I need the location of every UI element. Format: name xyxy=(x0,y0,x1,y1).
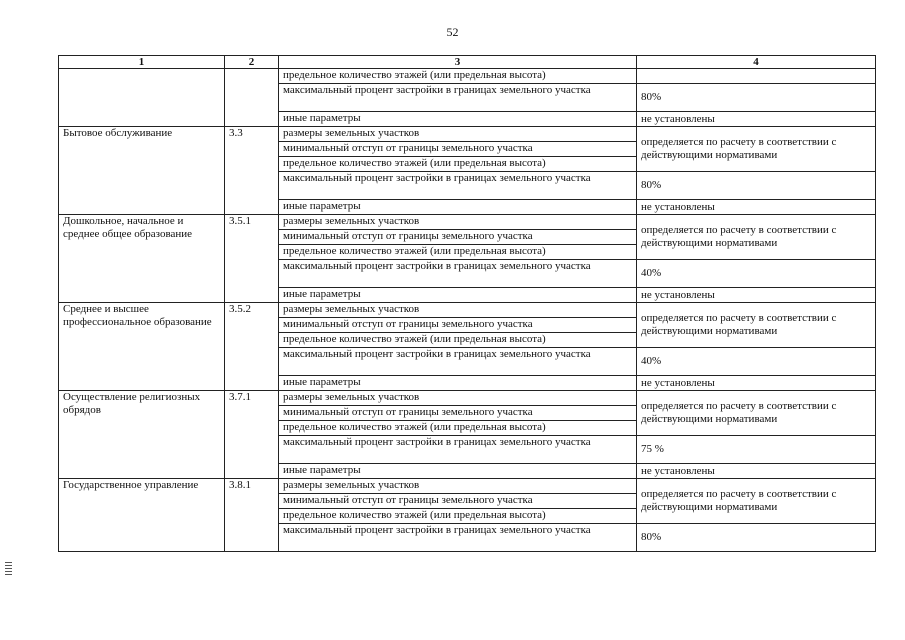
parameter-name: размеры земельных участков xyxy=(279,391,637,406)
parameter-value: 80% xyxy=(637,172,876,200)
parameter-name: максимальный процент застройки в границах земельного участка xyxy=(279,348,637,376)
land-use-name: Бытовое обслуживание xyxy=(59,127,225,215)
parameter-name: размеры земельных участков xyxy=(279,127,637,142)
land-use-code: 3.5.2 xyxy=(225,303,279,391)
parameter-value: определяется по расчету в соответствии с действующими нормативами xyxy=(637,303,876,348)
page-number: 52 xyxy=(446,25,459,39)
parameter-name: иные параметры xyxy=(279,112,637,127)
parameter-value: не установлены xyxy=(637,464,876,479)
land-use-name: Среднее и высшее профессиональное образование xyxy=(59,303,225,391)
land-use-code: 3.8.1 xyxy=(225,479,279,552)
parameter-name: минимальный отступ от границы земельного участка xyxy=(279,494,637,509)
parameter-value: не установлены xyxy=(637,200,876,215)
parameter-name: предельное количество этажей (или предельная высота) xyxy=(279,509,637,524)
parameter-name: минимальный отступ от границы земельного участка xyxy=(279,406,637,421)
parameter-name: предельное количество этажей (или предельная высота) xyxy=(279,333,637,348)
land-use-name: Осуществление религиозных обрядов xyxy=(59,391,225,479)
parameter-name: предельное количество этажей (или предельная высота) xyxy=(279,157,637,172)
header-col-1: 1 xyxy=(59,56,225,69)
header-row xyxy=(59,56,876,69)
parameter-value: не установлены xyxy=(637,376,876,391)
parameter-name: иные параметры xyxy=(279,288,637,303)
parameter-name: предельное количество этажей (или предельная высота) xyxy=(279,69,637,84)
land-use-code: 3.3 xyxy=(225,127,279,215)
parameter-name: размеры земельных участков xyxy=(279,303,637,318)
parameter-value: определяется по расчету в соответствии с действующими нормативами xyxy=(637,391,876,436)
parameter-value: определяется по расчету в соответствии с действующими нормативами xyxy=(637,479,876,524)
margin-mark xyxy=(5,562,12,577)
parameter-name: иные параметры xyxy=(279,200,637,215)
parameter-name: размеры земельных участков xyxy=(279,479,637,494)
parameter-value: 80% xyxy=(637,524,876,552)
table-row xyxy=(59,69,876,84)
parameter-value: определяется по расчету в соответствии с действующими нормативами xyxy=(637,127,876,172)
parameter-name: максимальный процент застройки в границах земельного участка xyxy=(279,84,637,112)
parameter-name: иные параметры xyxy=(279,464,637,479)
land-use-name xyxy=(59,69,225,127)
table-row xyxy=(59,479,876,494)
table-row xyxy=(59,127,876,142)
parameter-name: размеры земельных участков xyxy=(279,215,637,230)
zoning-parameters-table xyxy=(58,55,876,552)
table-row xyxy=(59,303,876,318)
land-use-code: 3.5.1 xyxy=(225,215,279,303)
parameter-name: максимальный процент застройки в границах земельного участка xyxy=(279,172,637,200)
parameter-value: определяется по расчету в соответствии с действующими нормативами xyxy=(637,215,876,260)
parameter-value: 40% xyxy=(637,348,876,376)
land-use-name: Дошкольное, начальное и среднее общее образование xyxy=(59,215,225,303)
parameter-name: минимальный отступ от границы земельного участка xyxy=(279,230,637,245)
parameter-value xyxy=(637,69,876,84)
parameter-value: 40% xyxy=(637,260,876,288)
parameter-value: не установлены xyxy=(637,112,876,127)
table-row xyxy=(59,391,876,406)
parameter-name: предельное количество этажей (или предельная высота) xyxy=(279,421,637,436)
parameter-name: максимальный процент застройки в границах земельного участка xyxy=(279,260,637,288)
parameter-name: максимальный процент застройки в границах земельного участка xyxy=(279,436,637,464)
header-col-4: 4 xyxy=(637,56,876,69)
land-use-code xyxy=(225,69,279,127)
land-use-name: Государственное управление xyxy=(59,479,225,552)
header-col-3: 3 xyxy=(279,56,637,69)
parameter-name: предельное количество этажей (или предельная высота) xyxy=(279,245,637,260)
parameter-value: не установлены xyxy=(637,288,876,303)
header-col-2: 2 xyxy=(225,56,279,69)
table-body xyxy=(59,69,876,552)
table-row xyxy=(59,215,876,230)
parameter-name: минимальный отступ от границы земельного участка xyxy=(279,142,637,157)
parameter-name: иные параметры xyxy=(279,376,637,391)
land-use-code: 3.7.1 xyxy=(225,391,279,479)
parameter-value: 75 % xyxy=(637,436,876,464)
parameter-value: 80% xyxy=(637,84,876,112)
parameter-name: максимальный процент застройки в границах земельного участка xyxy=(279,524,637,552)
parameter-name: минимальный отступ от границы земельного участка xyxy=(279,318,637,333)
